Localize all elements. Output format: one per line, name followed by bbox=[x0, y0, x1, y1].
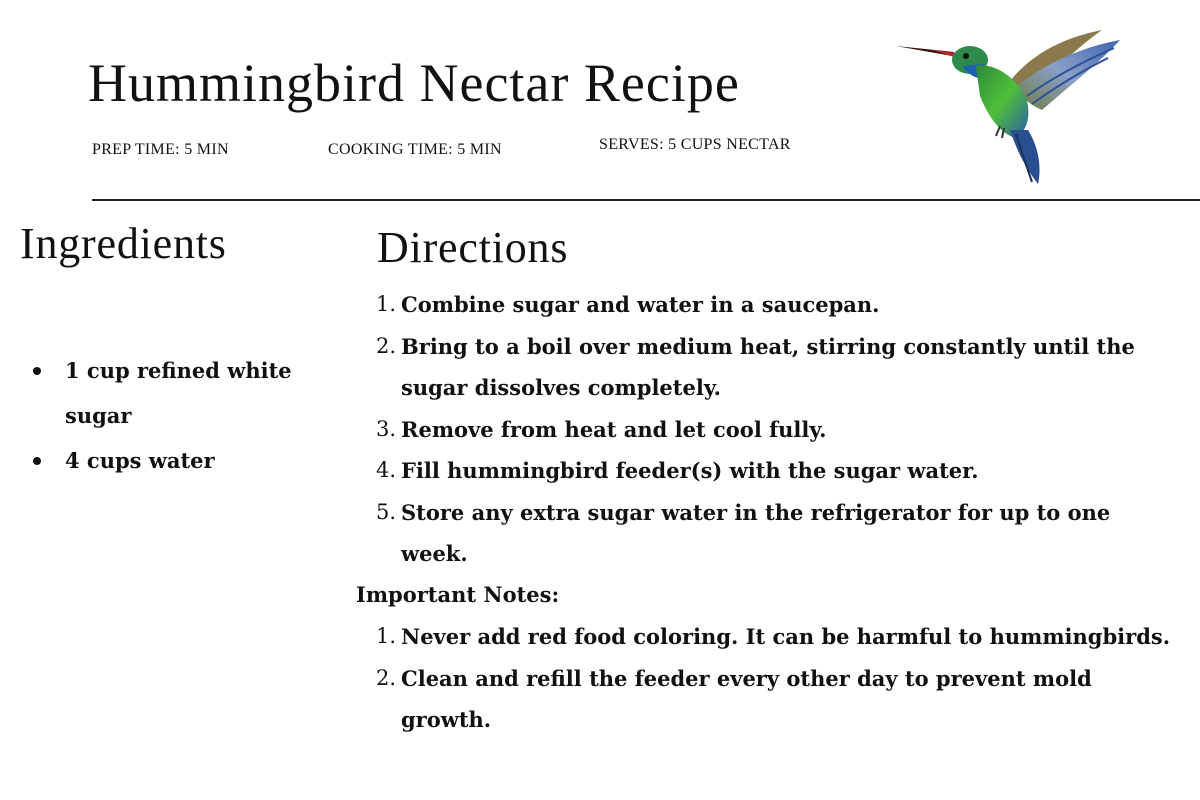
step-number: 1. bbox=[376, 624, 397, 648]
note-text: Never add red food coloring. It can be harmful to hummingbirds. bbox=[401, 624, 1171, 649]
servings: SERVES: 5 CUPS NECTAR bbox=[599, 136, 791, 153]
directions-list bbox=[372, 284, 1172, 575]
list-item bbox=[372, 450, 1172, 492]
step-number: 2. bbox=[376, 333, 397, 358]
list-item: 1 cup refined white sugar bbox=[28, 348, 328, 438]
cooking-time: COOKING TIME: 5 MIN bbox=[328, 141, 502, 158]
ingredients-list bbox=[28, 348, 328, 483]
list-item bbox=[372, 492, 1172, 575]
header-divider bbox=[92, 199, 1200, 201]
list-item bbox=[372, 658, 1172, 741]
page-title: Hummingbird Nectar Recipe bbox=[88, 53, 740, 113]
note-text: Clean and refill the feeder every other day to prevent mold growth. bbox=[401, 665, 1092, 732]
prep-time: PREP TIME: 5 MIN bbox=[92, 141, 229, 158]
step-number: 5. bbox=[376, 499, 397, 524]
list-item bbox=[372, 326, 1172, 409]
step-number: 3. bbox=[376, 416, 397, 441]
list-item bbox=[372, 284, 1172, 326]
step-text: Bring to a boil over medium heat, stirring constantly until the sugar dissolves completely. bbox=[401, 333, 1135, 400]
step-number: 2. bbox=[376, 665, 397, 690]
step-number: 1. bbox=[376, 292, 397, 316]
step-text: Fill hummingbird feeder(s) with the sugar water. bbox=[401, 458, 979, 483]
directions-heading: Directions bbox=[377, 223, 569, 272]
list-item: 4 cups water bbox=[28, 438, 328, 483]
ingredients-heading: Ingredients bbox=[20, 219, 227, 268]
list-item bbox=[372, 409, 1172, 451]
list-item bbox=[372, 616, 1172, 658]
important-notes-heading: Important Notes: bbox=[356, 582, 560, 607]
step-number: 4. bbox=[376, 458, 397, 482]
step-text: Combine sugar and water in a saucepan. bbox=[401, 292, 880, 317]
step-text: Store any extra sugar water in the refrigerator for up to one week. bbox=[401, 499, 1111, 566]
step-text: Remove from heat and let cool fully. bbox=[401, 416, 827, 442]
notes-list bbox=[372, 616, 1172, 741]
hummingbird-illustration bbox=[892, 26, 1128, 188]
